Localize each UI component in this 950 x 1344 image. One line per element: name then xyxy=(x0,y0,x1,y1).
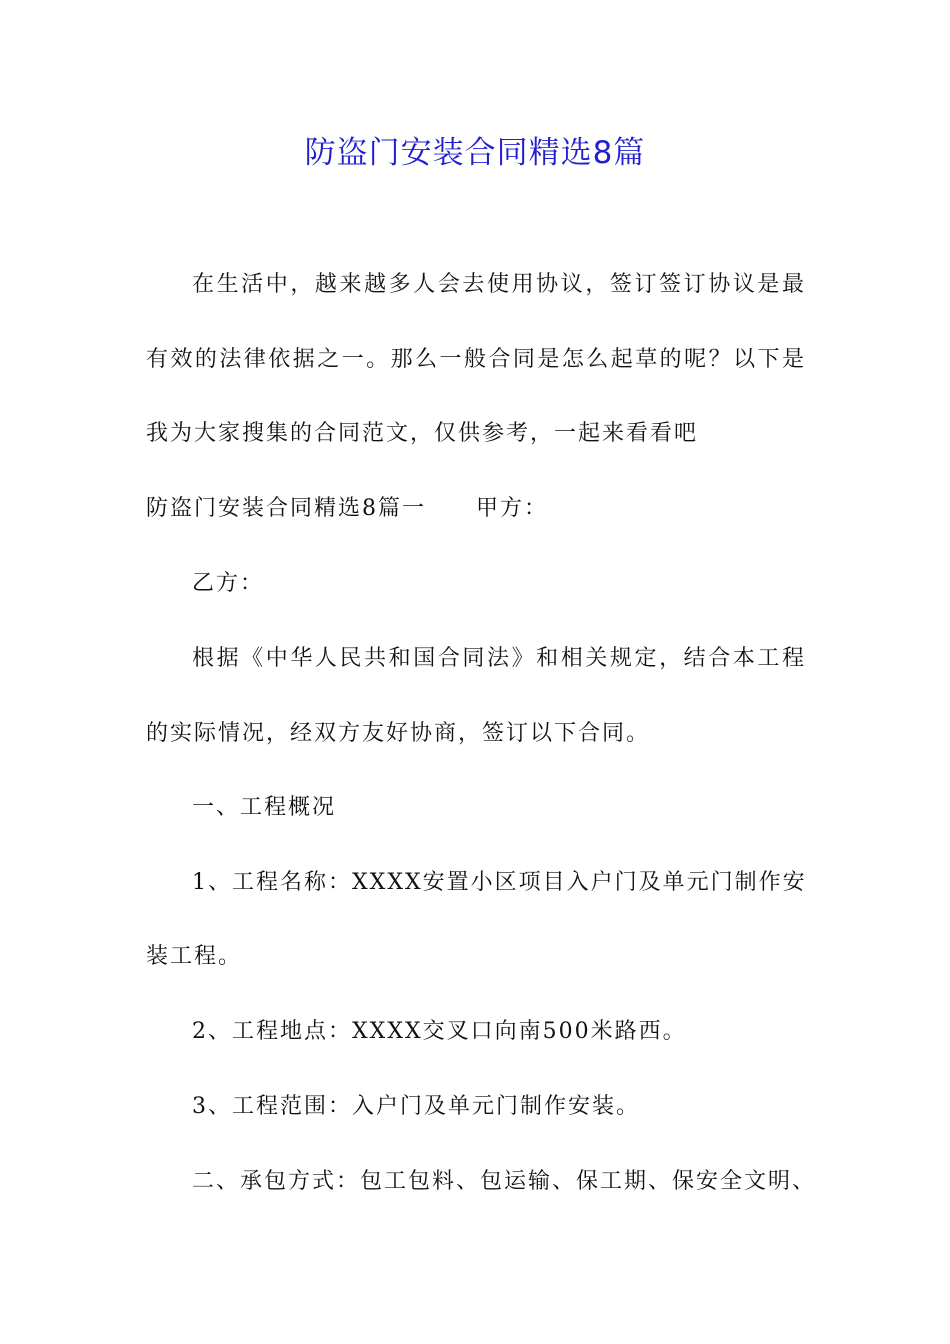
basis-line-1: 根据《中华人民共和国合同法》和相关规定，结合本工程 xyxy=(192,646,806,671)
clause-2-line: 二、承包方式：包工包料、包运输、保工期、保安全文明、 xyxy=(192,1169,817,1194)
section-heading-line xyxy=(146,489,816,529)
item-3: 3、工程范围：入户门及单元门制作安装。 xyxy=(192,1094,640,1119)
party-b-label: 乙方： xyxy=(192,571,265,596)
item-1-line-2: 装工程。 xyxy=(146,944,243,969)
party-a-label: 甲方： xyxy=(476,496,549,521)
item-2: 2、工程地点：XXXX交叉口向南500米路西。 xyxy=(192,1019,687,1044)
clause-1-heading: 一、工程概况 xyxy=(192,795,337,820)
item-1-line-1: 1、工程名称：XXXX安置小区项目入户门及单元门制作安 xyxy=(192,870,807,895)
section-heading: 防盗门安装合同精选8篇一 xyxy=(146,496,426,521)
intro-line-3: 我为大家搜集的合同范文，仅供参考，一起来看看吧 xyxy=(146,421,699,446)
basis-line-2: 的实际情况，经双方友好协商，签订以下合同。 xyxy=(146,721,651,746)
document-title: 防盗门安装合同精选8篇 xyxy=(304,135,646,171)
intro-line-1: 在生活中，越来越多人会去使用协议，签订签订协议是最 xyxy=(192,272,806,297)
intro-line-2: 有效的法律依据之一。那么一般合同是怎么起草的呢？以下是 xyxy=(146,347,806,372)
